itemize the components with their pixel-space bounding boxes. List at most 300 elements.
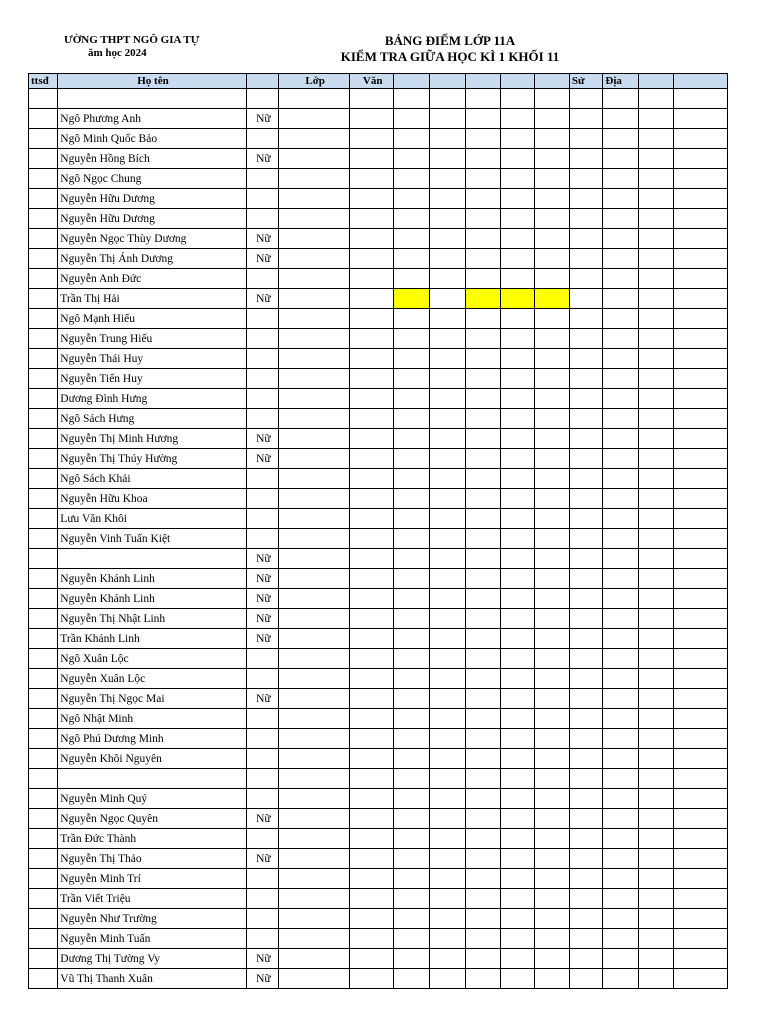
- score-cell[interactable]: [535, 769, 570, 789]
- student-name-cell[interactable]: Nguyễn Ngọc Thùy Dương: [58, 229, 246, 249]
- score-cell[interactable]: [638, 669, 673, 689]
- score-cell[interactable]: [673, 569, 728, 589]
- score-cell[interactable]: [500, 829, 535, 849]
- score-cell[interactable]: [350, 369, 394, 389]
- index-cell[interactable]: [29, 629, 58, 649]
- score-cell[interactable]: [500, 869, 535, 889]
- score-cell[interactable]: [638, 329, 673, 349]
- index-cell[interactable]: [29, 949, 58, 969]
- score-cell[interactable]: [500, 129, 535, 149]
- score-cell[interactable]: [500, 709, 535, 729]
- score-cell[interactable]: [429, 489, 466, 509]
- score-cell[interactable]: [535, 109, 570, 129]
- gender-cell[interactable]: Nữ: [246, 629, 278, 649]
- score-cell[interactable]: [500, 309, 535, 329]
- score-cell[interactable]: [279, 429, 350, 449]
- score-cell[interactable]: [466, 649, 501, 669]
- score-cell[interactable]: [673, 929, 728, 949]
- score-cell[interactable]: [350, 949, 394, 969]
- score-cell[interactable]: [535, 889, 570, 909]
- score-cell[interactable]: [429, 529, 466, 549]
- score-cell[interactable]: [429, 889, 466, 909]
- score-cell[interactable]: [429, 729, 466, 749]
- score-cell[interactable]: [535, 529, 570, 549]
- score-cell[interactable]: [603, 469, 639, 489]
- student-name-cell[interactable]: [58, 769, 246, 789]
- gender-cell[interactable]: [246, 489, 278, 509]
- score-cell[interactable]: [466, 189, 501, 209]
- score-cell[interactable]: [429, 689, 466, 709]
- score-cell[interactable]: [500, 509, 535, 529]
- score-cell[interactable]: [394, 629, 430, 649]
- score-cell[interactable]: [535, 389, 570, 409]
- score-cell[interactable]: [673, 109, 728, 129]
- score-cell[interactable]: [466, 249, 501, 269]
- score-cell[interactable]: [638, 169, 673, 189]
- score-cell[interactable]: [466, 669, 501, 689]
- score-cell[interactable]: [638, 449, 673, 469]
- score-cell[interactable]: [279, 149, 350, 169]
- index-cell[interactable]: [29, 389, 58, 409]
- score-cell[interactable]: [500, 549, 535, 569]
- score-cell[interactable]: [535, 869, 570, 889]
- index-cell[interactable]: [29, 169, 58, 189]
- score-cell[interactable]: [466, 269, 501, 289]
- score-cell[interactable]: [466, 449, 501, 469]
- gender-cell[interactable]: [246, 889, 278, 909]
- score-cell[interactable]: [466, 809, 501, 829]
- score-cell[interactable]: [350, 769, 394, 789]
- score-cell[interactable]: [638, 409, 673, 429]
- score-cell[interactable]: [429, 129, 466, 149]
- score-cell[interactable]: [279, 949, 350, 969]
- score-cell[interactable]: [603, 729, 639, 749]
- score-cell[interactable]: [500, 769, 535, 789]
- score-cell[interactable]: [429, 269, 466, 289]
- score-cell[interactable]: [603, 269, 639, 289]
- score-cell[interactable]: [500, 269, 535, 289]
- score-cell[interactable]: [569, 289, 602, 309]
- student-name-cell[interactable]: Trần Viết Triệu: [58, 889, 246, 909]
- index-cell[interactable]: [29, 709, 58, 729]
- score-cell[interactable]: [500, 849, 535, 869]
- score-cell[interactable]: [394, 329, 430, 349]
- score-cell[interactable]: [279, 529, 350, 549]
- score-cell[interactable]: [500, 749, 535, 769]
- score-cell[interactable]: [394, 909, 430, 929]
- score-cell[interactable]: [394, 289, 430, 309]
- score-cell[interactable]: [279, 189, 350, 209]
- score-cell[interactable]: [569, 469, 602, 489]
- score-cell[interactable]: [638, 789, 673, 809]
- score-cell[interactable]: [350, 549, 394, 569]
- score-cell[interactable]: [350, 109, 394, 129]
- score-cell[interactable]: [603, 529, 639, 549]
- score-cell[interactable]: [638, 849, 673, 869]
- score-cell[interactable]: [429, 949, 466, 969]
- index-cell[interactable]: [29, 789, 58, 809]
- score-cell[interactable]: [429, 149, 466, 169]
- score-cell[interactable]: [466, 209, 501, 229]
- score-cell[interactable]: [535, 489, 570, 509]
- score-cell[interactable]: [350, 609, 394, 629]
- score-cell[interactable]: [394, 769, 430, 789]
- score-cell[interactable]: [466, 549, 501, 569]
- score-cell[interactable]: [638, 369, 673, 389]
- score-cell[interactable]: [350, 889, 394, 909]
- score-cell[interactable]: [394, 749, 430, 769]
- score-cell[interactable]: [673, 209, 728, 229]
- score-cell[interactable]: [466, 309, 501, 329]
- score-cell[interactable]: [279, 829, 350, 849]
- score-cell[interactable]: [500, 969, 535, 989]
- score-cell[interactable]: [394, 89, 430, 109]
- score-cell[interactable]: [394, 549, 430, 569]
- index-cell[interactable]: [29, 509, 58, 529]
- student-name-cell[interactable]: Nguyễn Thị Nhật Linh: [58, 609, 246, 629]
- score-cell[interactable]: [429, 609, 466, 629]
- score-cell[interactable]: [569, 769, 602, 789]
- score-cell[interactable]: [429, 429, 466, 449]
- score-cell[interactable]: [350, 849, 394, 869]
- score-cell[interactable]: [394, 849, 430, 869]
- score-cell[interactable]: [569, 949, 602, 969]
- score-cell[interactable]: [535, 629, 570, 649]
- score-cell[interactable]: [569, 809, 602, 829]
- score-cell[interactable]: [569, 129, 602, 149]
- score-cell[interactable]: [279, 649, 350, 669]
- score-cell[interactable]: [350, 789, 394, 809]
- score-cell[interactable]: [350, 869, 394, 889]
- score-cell[interactable]: [500, 589, 535, 609]
- score-cell[interactable]: [673, 589, 728, 609]
- score-cell[interactable]: [535, 229, 570, 249]
- score-cell[interactable]: [535, 609, 570, 629]
- score-cell[interactable]: [569, 369, 602, 389]
- score-cell[interactable]: [394, 249, 430, 269]
- student-name-cell[interactable]: Nguyễn Khánh Linh: [58, 569, 246, 589]
- gender-cell[interactable]: [246, 529, 278, 549]
- score-cell[interactable]: [603, 969, 639, 989]
- score-cell[interactable]: [569, 609, 602, 629]
- index-cell[interactable]: [29, 689, 58, 709]
- score-cell[interactable]: [394, 589, 430, 609]
- score-cell[interactable]: [569, 489, 602, 509]
- score-cell[interactable]: [350, 269, 394, 289]
- score-cell[interactable]: [350, 189, 394, 209]
- score-cell[interactable]: [638, 109, 673, 129]
- score-cell[interactable]: [500, 329, 535, 349]
- score-cell[interactable]: [500, 889, 535, 909]
- score-cell[interactable]: [535, 429, 570, 449]
- score-cell[interactable]: [673, 429, 728, 449]
- score-cell[interactable]: [350, 289, 394, 309]
- score-cell[interactable]: [673, 809, 728, 829]
- score-cell[interactable]: [569, 249, 602, 269]
- score-cell[interactable]: [638, 469, 673, 489]
- score-cell[interactable]: [279, 769, 350, 789]
- score-cell[interactable]: [673, 949, 728, 969]
- score-cell[interactable]: [603, 109, 639, 129]
- student-name-cell[interactable]: Ngô Ngọc Chung: [58, 169, 246, 189]
- score-cell[interactable]: [535, 329, 570, 349]
- score-cell[interactable]: [535, 449, 570, 469]
- score-cell[interactable]: [603, 569, 639, 589]
- score-cell[interactable]: [279, 729, 350, 749]
- score-cell[interactable]: [535, 269, 570, 289]
- student-name-cell[interactable]: Trần Đức Thành: [58, 829, 246, 849]
- student-name-cell[interactable]: Nguyễn Minh Tuấn: [58, 929, 246, 949]
- score-cell[interactable]: [500, 289, 535, 309]
- score-cell[interactable]: [279, 89, 350, 109]
- score-cell[interactable]: [429, 289, 466, 309]
- score-cell[interactable]: [603, 289, 639, 309]
- student-name-cell[interactable]: Nguyễn Khánh Linh: [58, 589, 246, 609]
- score-cell[interactable]: [535, 829, 570, 849]
- score-cell[interactable]: [279, 509, 350, 529]
- score-cell[interactable]: [603, 249, 639, 269]
- score-cell[interactable]: [673, 889, 728, 909]
- score-cell[interactable]: [535, 169, 570, 189]
- score-cell[interactable]: [394, 569, 430, 589]
- student-name-cell[interactable]: Nguyễn Xuân Lộc: [58, 669, 246, 689]
- score-cell[interactable]: [279, 889, 350, 909]
- score-cell[interactable]: [350, 509, 394, 529]
- gender-cell[interactable]: Nữ: [246, 589, 278, 609]
- student-name-cell[interactable]: Nguyễn Thị Ánh Dương: [58, 249, 246, 269]
- score-cell[interactable]: [673, 289, 728, 309]
- gender-cell[interactable]: Nữ: [246, 429, 278, 449]
- student-name-cell[interactable]: Dương Đình Hưng: [58, 389, 246, 409]
- gender-cell[interactable]: Nữ: [246, 849, 278, 869]
- score-cell[interactable]: [429, 409, 466, 429]
- student-name-cell[interactable]: Nguyễn Trung Hiếu: [58, 329, 246, 349]
- score-cell[interactable]: [466, 289, 501, 309]
- gender-cell[interactable]: [246, 389, 278, 409]
- gender-cell[interactable]: [246, 709, 278, 729]
- score-cell[interactable]: [394, 129, 430, 149]
- score-cell[interactable]: [500, 729, 535, 749]
- score-cell[interactable]: [673, 89, 728, 109]
- score-cell[interactable]: [466, 849, 501, 869]
- score-cell[interactable]: [638, 209, 673, 229]
- index-cell[interactable]: [29, 669, 58, 689]
- score-cell[interactable]: [350, 729, 394, 749]
- score-cell[interactable]: [603, 869, 639, 889]
- student-name-cell[interactable]: Nguyễn Vinh Tuấn Kiệt: [58, 529, 246, 549]
- student-name-cell[interactable]: Ngô Nhật Minh: [58, 709, 246, 729]
- score-cell[interactable]: [569, 889, 602, 909]
- score-cell[interactable]: [673, 629, 728, 649]
- index-cell[interactable]: [29, 349, 58, 369]
- score-cell[interactable]: [350, 249, 394, 269]
- score-cell[interactable]: [394, 529, 430, 549]
- index-cell[interactable]: [29, 309, 58, 329]
- student-name-cell[interactable]: Nguyễn Như Trường: [58, 909, 246, 929]
- index-cell[interactable]: [29, 409, 58, 429]
- score-cell[interactable]: [569, 629, 602, 649]
- score-cell[interactable]: [429, 669, 466, 689]
- score-cell[interactable]: [466, 789, 501, 809]
- score-cell[interactable]: [673, 489, 728, 509]
- score-cell[interactable]: [500, 189, 535, 209]
- score-cell[interactable]: [429, 769, 466, 789]
- score-cell[interactable]: [429, 449, 466, 469]
- score-cell[interactable]: [638, 149, 673, 169]
- score-cell[interactable]: [535, 469, 570, 489]
- score-cell[interactable]: [466, 949, 501, 969]
- index-cell[interactable]: [29, 249, 58, 269]
- score-cell[interactable]: [569, 569, 602, 589]
- score-cell[interactable]: [535, 509, 570, 529]
- score-cell[interactable]: [500, 209, 535, 229]
- score-cell[interactable]: [603, 649, 639, 669]
- score-cell[interactable]: [603, 449, 639, 469]
- score-cell[interactable]: [673, 509, 728, 529]
- score-cell[interactable]: [350, 569, 394, 589]
- score-cell[interactable]: [603, 189, 639, 209]
- score-cell[interactable]: [466, 769, 501, 789]
- score-cell[interactable]: [350, 689, 394, 709]
- score-cell[interactable]: [638, 709, 673, 729]
- score-cell[interactable]: [466, 629, 501, 649]
- score-cell[interactable]: [569, 969, 602, 989]
- index-cell[interactable]: [29, 429, 58, 449]
- student-name-cell[interactable]: Ngô Sách Hưng: [58, 409, 246, 429]
- index-cell[interactable]: [29, 529, 58, 549]
- score-cell[interactable]: [279, 589, 350, 609]
- score-cell[interactable]: [569, 309, 602, 329]
- gender-cell[interactable]: [246, 409, 278, 429]
- score-cell[interactable]: [394, 669, 430, 689]
- index-cell[interactable]: [29, 229, 58, 249]
- score-cell[interactable]: [429, 749, 466, 769]
- index-cell[interactable]: [29, 469, 58, 489]
- score-cell[interactable]: [394, 109, 430, 129]
- score-cell[interactable]: [429, 229, 466, 249]
- student-name-cell[interactable]: Ngô Xuân Lộc: [58, 649, 246, 669]
- score-cell[interactable]: [500, 169, 535, 189]
- score-cell[interactable]: [429, 709, 466, 729]
- score-cell[interactable]: [429, 469, 466, 489]
- score-cell[interactable]: [535, 349, 570, 369]
- score-cell[interactable]: [603, 209, 639, 229]
- score-cell[interactable]: [535, 809, 570, 829]
- index-cell[interactable]: [29, 969, 58, 989]
- score-cell[interactable]: [466, 729, 501, 749]
- score-cell[interactable]: [394, 509, 430, 529]
- score-cell[interactable]: [279, 169, 350, 189]
- score-cell[interactable]: [350, 89, 394, 109]
- score-cell[interactable]: [500, 449, 535, 469]
- score-cell[interactable]: [500, 109, 535, 129]
- gender-cell[interactable]: Nữ: [246, 449, 278, 469]
- score-cell[interactable]: [279, 569, 350, 589]
- score-cell[interactable]: [466, 569, 501, 589]
- score-cell[interactable]: [638, 589, 673, 609]
- score-cell[interactable]: [279, 549, 350, 569]
- score-cell[interactable]: [500, 789, 535, 809]
- score-cell[interactable]: [638, 909, 673, 929]
- student-name-cell[interactable]: Nguyễn Tiến Huy: [58, 369, 246, 389]
- score-cell[interactable]: [638, 949, 673, 969]
- score-cell[interactable]: [603, 349, 639, 369]
- score-cell[interactable]: [350, 409, 394, 429]
- score-cell[interactable]: [350, 589, 394, 609]
- score-cell[interactable]: [279, 209, 350, 229]
- score-cell[interactable]: [673, 129, 728, 149]
- score-cell[interactable]: [603, 809, 639, 829]
- index-cell[interactable]: [29, 189, 58, 209]
- score-cell[interactable]: [350, 909, 394, 929]
- score-cell[interactable]: [500, 529, 535, 549]
- score-cell[interactable]: [394, 789, 430, 809]
- score-cell[interactable]: [603, 889, 639, 909]
- score-cell[interactable]: [673, 229, 728, 249]
- student-name-cell[interactable]: Nguyễn Hồng Bích: [58, 149, 246, 169]
- index-cell[interactable]: [29, 449, 58, 469]
- student-name-cell[interactable]: [58, 89, 246, 109]
- score-cell[interactable]: [394, 349, 430, 369]
- score-cell[interactable]: [394, 829, 430, 849]
- score-cell[interactable]: [673, 649, 728, 669]
- score-cell[interactable]: [429, 629, 466, 649]
- score-cell[interactable]: [569, 869, 602, 889]
- score-cell[interactable]: [279, 969, 350, 989]
- gender-cell[interactable]: Nữ: [246, 569, 278, 589]
- score-cell[interactable]: [638, 629, 673, 649]
- student-name-cell[interactable]: Ngô Phú Dương Minh: [58, 729, 246, 749]
- score-cell[interactable]: [673, 769, 728, 789]
- score-cell[interactable]: [350, 149, 394, 169]
- score-cell[interactable]: [394, 189, 430, 209]
- score-cell[interactable]: [394, 809, 430, 829]
- student-name-cell[interactable]: Nguyễn Thị Ngọc Mai: [58, 689, 246, 709]
- score-cell[interactable]: [603, 669, 639, 689]
- student-name-cell[interactable]: Vũ Thị Thanh Xuân: [58, 969, 246, 989]
- score-cell[interactable]: [466, 149, 501, 169]
- student-name-cell[interactable]: Nguyễn Hữu Dương: [58, 209, 246, 229]
- score-cell[interactable]: [569, 329, 602, 349]
- score-cell[interactable]: [500, 489, 535, 509]
- score-cell[interactable]: [603, 149, 639, 169]
- score-cell[interactable]: [535, 709, 570, 729]
- score-cell[interactable]: [535, 409, 570, 429]
- score-cell[interactable]: [279, 909, 350, 929]
- score-cell[interactable]: [638, 689, 673, 709]
- score-cell[interactable]: [466, 749, 501, 769]
- score-cell[interactable]: [569, 349, 602, 369]
- score-cell[interactable]: [279, 369, 350, 389]
- score-cell[interactable]: [429, 809, 466, 829]
- gender-cell[interactable]: Nữ: [246, 289, 278, 309]
- score-cell[interactable]: [279, 929, 350, 949]
- score-cell[interactable]: [429, 249, 466, 269]
- score-cell[interactable]: [638, 569, 673, 589]
- score-cell[interactable]: [429, 369, 466, 389]
- score-cell[interactable]: [673, 669, 728, 689]
- gender-cell[interactable]: [246, 649, 278, 669]
- score-cell[interactable]: [535, 249, 570, 269]
- score-cell[interactable]: [394, 729, 430, 749]
- score-cell[interactable]: [535, 949, 570, 969]
- gender-cell[interactable]: Nữ: [246, 549, 278, 569]
- score-cell[interactable]: [500, 469, 535, 489]
- score-cell[interactable]: [429, 869, 466, 889]
- score-cell[interactable]: [638, 229, 673, 249]
- score-cell[interactable]: [350, 349, 394, 369]
- score-cell[interactable]: [466, 489, 501, 509]
